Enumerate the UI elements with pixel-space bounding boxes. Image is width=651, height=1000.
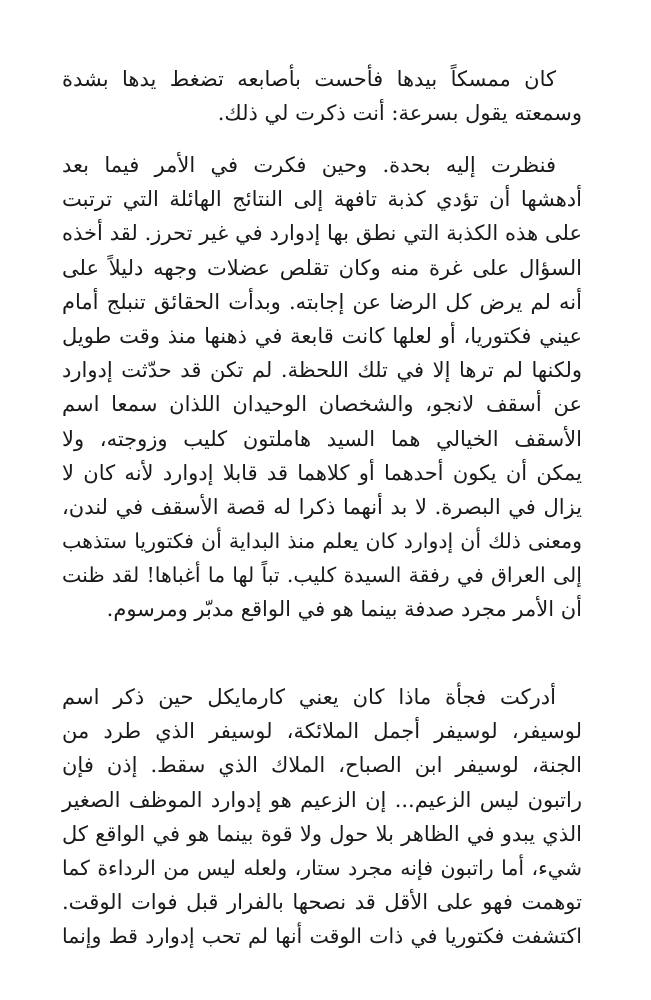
text-line: عن أسقف لانجو، والشخصان الوحيدان اللذان سمعا اسم [62, 392, 582, 417]
text-line: راتبون ليس الزعيم... إن الزعيم هو إدوارد الموظف الصغير [62, 787, 582, 812]
text-line: عيني فكتوريا، أو لعلها كانت قابعة في ذهنها منذ وقت طويل [62, 323, 582, 348]
paragraph-2 [62, 148, 582, 627]
text-line: اكتشفت فكتوريا في ذات الوقت أنها لم تحب إدوارد قط وإنما [62, 924, 582, 949]
text-line: وسمعته يقول بسرعة: أنت ذكرت لي ذلك. [217, 101, 582, 126]
text-line: يزال في البصرة. لا بد أنهما ذكرا له قصة الأسقف في لندن، [62, 494, 582, 519]
text-line: ولكنها لم ترها إلا في تلك اللحظة. لم تكن قد حدّثت إدوارد [62, 358, 582, 383]
text-line: الأسقف الخيالي هما السيد هاملتون كليب وزوجته، ولا [62, 426, 582, 451]
text-line: ومعنى ذلك أن إدوارد كان يعلم منذ البداية أن فكتوريا ستذهب [62, 529, 582, 554]
text-line: توهمت فهو على الأقل قد نصحها بالفرار قبل فوات الوقت. [62, 890, 582, 915]
text-line: لوسيفر، لوسيفر أجمل الملائكة، لوسيفر الذي طرد من [62, 719, 582, 744]
paragraph-3 [62, 680, 582, 954]
text-line: على هذه الكذبة التي نطق بها إدوارد في غير تحرز. لقد أخذه [62, 221, 582, 246]
text-line: شيء، أما راتبون فإنه مجرد ستار، ولعله ليس من الرداءة كما [62, 855, 582, 880]
paragraph-1 [62, 62, 582, 130]
text-line: الجنة، لوسيفر ابن الصباح، الملاك الذي سقط. إذن فإن [62, 753, 582, 778]
text-line: السؤال على غرة منه وكان تقلص عضلات وجهه دليلاً على [62, 255, 582, 280]
text-line: الذي يبدو في الظاهر بلا حول ولا قوة بينما هو في الواقع كل [62, 821, 582, 846]
text-line: أن الأمر مجرد صدفة بينما هو في الواقع مدبّر ومرسوم. [106, 597, 582, 622]
text-line: أدركت فجأة ماذا كان يعني كارمايكل حين ذكر اسم [62, 685, 556, 709]
text-line: أنه لم يرض كل الرضا عن إجابته. وبدأت الحقائق تنبلج أمام [62, 289, 582, 314]
text-line: أدهشها أن تؤدي كذبة تافهة إلى النتائج الهائلة التي ترتبت [62, 187, 582, 212]
text-line: إلى العراق في رفقة السيدة كليب. تباً لها ما أغباها! لقد ظنت [62, 563, 582, 588]
text-line: يمكن أن يكون أحدهما أو كلاهما قد قابلا إدوارد لأنه كان لا [62, 460, 582, 485]
text-line: كان ممسكاً بيدها فأحست بأصابعه تضغط يدها بشدة [62, 67, 556, 91]
text-line: فنظرت إليه بحدة. وحين فكرت في الأمر فيما بعد [62, 153, 556, 177]
